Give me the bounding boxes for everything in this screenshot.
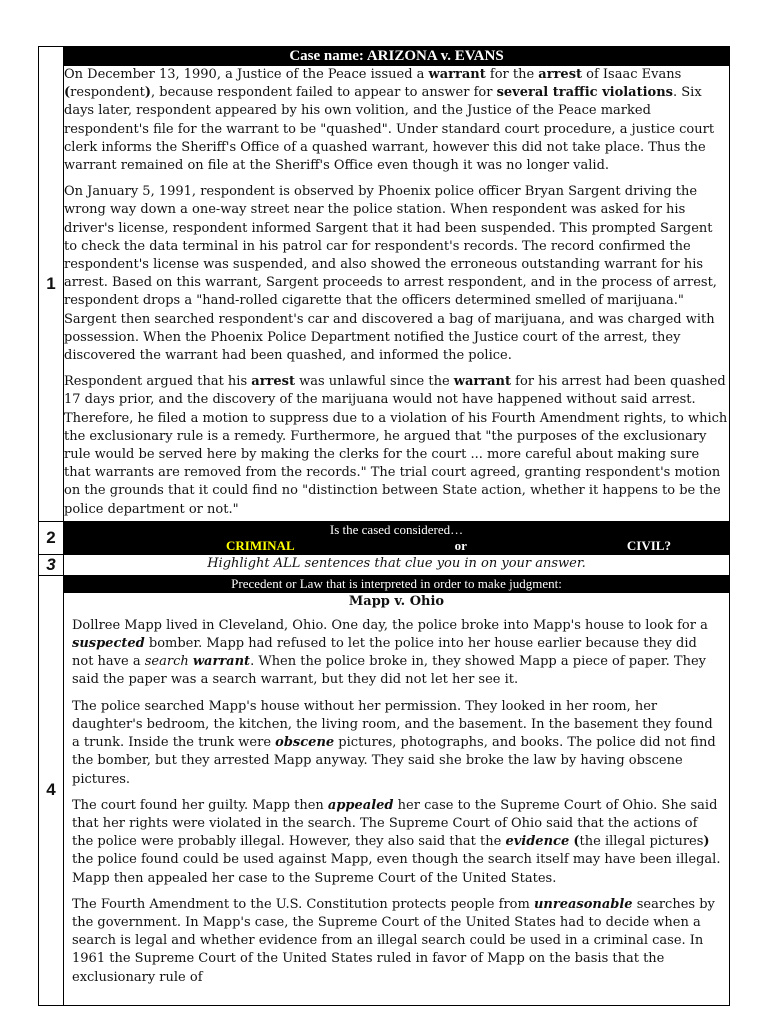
case-row xyxy=(39,47,730,66)
precedent-case-title: Mapp v. Ohio xyxy=(348,593,445,609)
worksheet-table xyxy=(38,46,730,1006)
question-prompt: Is the cased considered… xyxy=(329,521,464,537)
case-paragraph: On January 5, 1991, respondent is observed by Phoenix police officer Bryan Sargent driving the wrong way down a one-way street near the police station. When respondent was asked for his driver's license, respondent informed Sargent that it had been suspended. This prompted Sargent to check the data terminal in his patrol car for respondent's records. The record confirmed the respondent's license was suspended, and also showed the erroneous outstanding warrant for his arrest. Based on this warrant, Sargent proceeds to arrest respondent, and in the process of arrest, respondent drops a "hand-rolled cigarette that the officers determined smelled of marijuana." Sargent then searched respondent's car and discovered a bag of marijuana, and was charged with possession. When the Phoenix Police Department notified the Justice court of the arrest, they discovered the warrant had been quashed, and informed the police. xyxy=(64,184,717,364)
question-block xyxy=(64,521,730,554)
row-number-2: 2 xyxy=(39,521,64,554)
hint-row xyxy=(39,554,730,575)
case-name-header: Case name: ARIZONA v. EVANS xyxy=(64,47,730,66)
precedent-body-row xyxy=(39,592,730,1005)
criminal-option: CRIMINAL xyxy=(226,537,295,553)
precedent-text xyxy=(64,616,729,1005)
highlight-instruction: Highlight ALL sentences that clue you in on your answer. xyxy=(64,554,730,575)
precedent-paragraph: Dollree Mapp lived in Cleveland, Ohio. One day, the police broke into Mapp's house to look for a suspected bomber. Mapp had refused to let the police into her house earlier because they did not have a search warrant. When the police broke in, they showed Mapp a piece of paper. They said the paper was a search warrant, but they did not let her see it. xyxy=(72,617,708,688)
row-number-3: 3 xyxy=(39,554,64,575)
or-text: or xyxy=(454,537,467,553)
precedent-header-row xyxy=(39,575,730,592)
precedent-body xyxy=(64,592,730,1005)
question-row xyxy=(39,521,730,554)
civil-option: CIVIL? xyxy=(626,537,671,553)
case-paragraph: Respondent argued that his arrest was unlawful since the warrant for his arrest had been quashed 17 days prior, and the discovery of the marijuana would not have happened without said arrest. Therefore, he filed a motion to suppress due to a violation of his Fourth Amendment rights, to which the exclusionary rule is a remedy. Furthermore, he argued that "the purposes of the exclusionary rule would be served here by making the clerks for the court ... more careful about making sure that warrants are removed from the records." The trial court agreed, granting respondent's motion on the grounds that it could find no "distinction between State action, whether it happens to be the police department or not." xyxy=(64,374,728,517)
case-facts-row xyxy=(39,66,730,522)
row-number-4: 4 xyxy=(39,575,64,1005)
row-number-1: 1 xyxy=(39,47,64,522)
precedent-paragraph: The court found her guilty. Mapp then appealed her case to the Supreme Court of Ohio. She said that her rights were violated in the search. The Supreme Court of Ohio said that the actions of the police were probably illegal. However, they also said that the evidence (the illegal pictures) the police found could be used against Mapp, even though the search itself may have been illegal. Mapp then appealed her case to the Supreme Court of the United States. xyxy=(72,797,721,886)
precedent-paragraph: The Fourth Amendment to the U.S. Constitution protects people from unreasonable searches by the government. In Mapp's case, the Supreme Court of the United States had to decide when a search is legal and whether evidence from an illegal search could be used in a criminal case. In 1961 the Supreme Court of the United States ruled in favor of Mapp on the basis that the exclusionary rule of xyxy=(72,896,715,985)
case-paragraph: On December 13, 1990, a Justice of the Peace issued a warrant for the arrest of Isaac Evans (respondent), because respondent failed to appear to answer for several traffic violations. Six days later, respondent appeared by his own volition, and the Justice of the Peace marked respondent's file for the warrant to be "quashed". Under standard court procedure, a justice court clerk informs the Sheriff's Office of a quashed warrant, however this did not take place. Thus the warrant remained on file at the Sheriff's Office even though it was no longer valid. xyxy=(64,67,715,174)
precedent-paragraph: The police searched Mapp's house without her permission. They looked in her room, her daughter's bedroom, the kitchen, the living room, and the basement. In the basement they found a trunk. Inside the trunk were obscene pictures, photographs, and books. The police did not find the bomber, but they arrested Mapp anyway. They said she broke the law by having obscene pictures. xyxy=(72,698,716,787)
precedent-header: Precedent or Law that is interpreted in order to make judgment: xyxy=(64,575,730,592)
answer-options xyxy=(64,538,729,554)
case-facts xyxy=(64,66,730,522)
